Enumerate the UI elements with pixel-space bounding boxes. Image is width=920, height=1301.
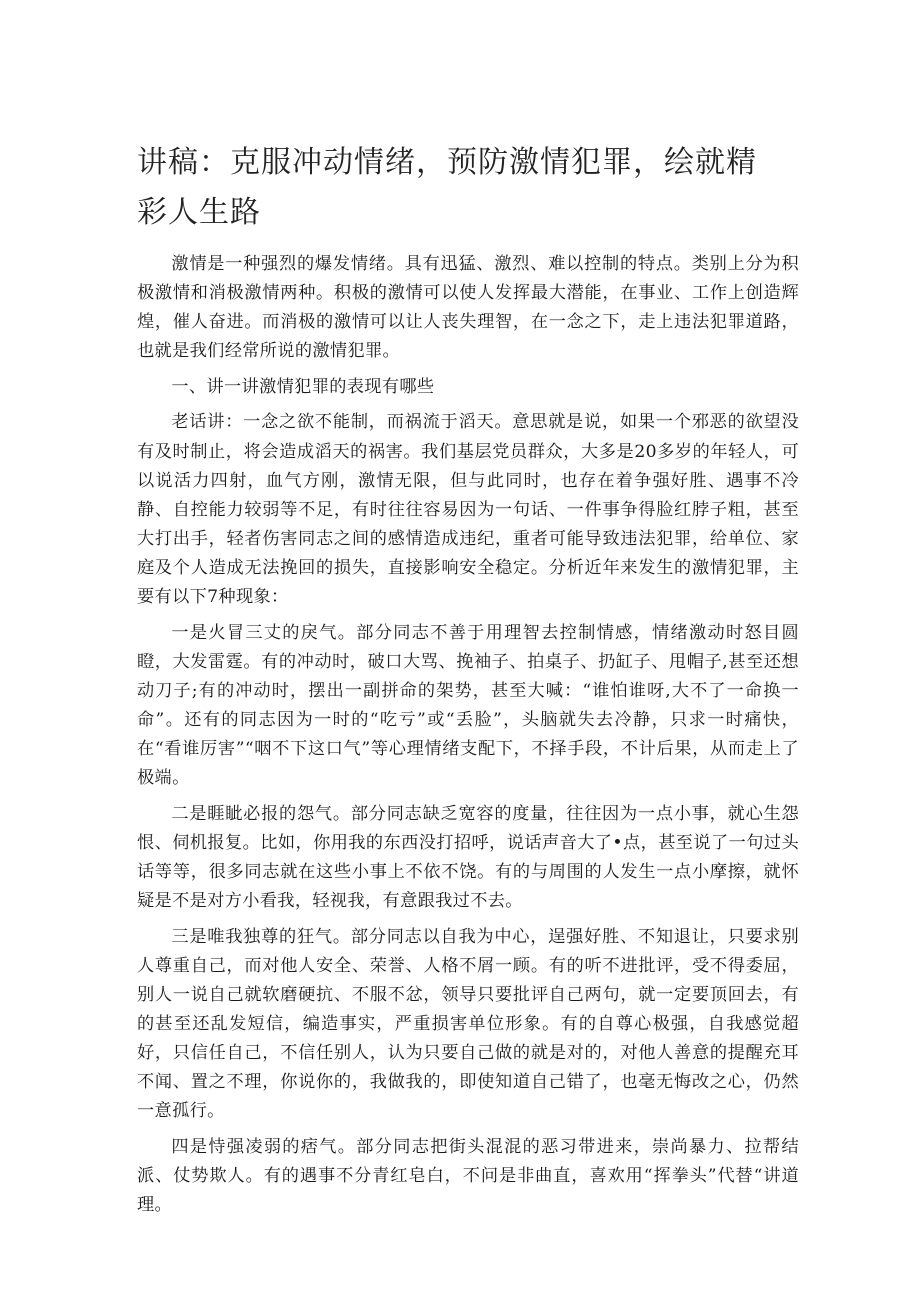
paragraph-intro: 激情是一种强烈的爆发情绪。具有迅猛、激烈、难以控制的特点。类别上分为积极激情和消极激情两种。积极的激情可以使人发挥最大潜能，在事业、工作上创造辉煌，催人奋进。而消极的激情可以让人丧失理智，在一念之下，走上违法犯罪道路，也就是我们经常所说的激情犯罪。 [137, 254, 799, 362]
paragraph-old-saying: 老话讲：一念之欲不能制，而祸流于滔天。意思就是说，如果一个邪恶的欲望没有及时制止，将会造成滔天的祸害。我们基层党员群众，大多是20多岁的年轻人，可以说活力四射，血气方刚，激情无限，但与此同时，也存在着争强好胜、遇事不冷静、自控能力较弱等不足，有时往往容易因为一句话、一件事争得脸红脖子粗，甚至大打出手，轻者伤害同志之间的感情造成违纪，重者可能导致违法犯罪，给单位、家庭及个人造成无法挽回的损失，直接影响安全稳定。分析近年来发生的激情犯罪，主要有以下7种现象： [137, 412, 799, 608]
paragraph-point-1: 一是火冒三丈的戾气。部分同志不善于用理智去控制情感，情绪激动时怒目圆瞪，大发雷霆。有的冲动时，破口大骂、挽袖子、拍桌子、扔缸子、甩帽子,甚至还想动刀子;有的冲动时，摆出一副拼命的架势，甚至大喊：“谁怕谁呀,大不了一命换一命”。还有的同志因为一时的“吃亏”或“丢脸”，头脑就失去冷静，只求一时痛快，在“看谁厉害”“咽不下这口气”等心理情绪支配下，不择手段，不计后果，从而走上了极端。 [137, 622, 799, 789]
paragraph-point-4: 四是恃强凌弱的痞气。部分同志把街头混混的恶习带进来，崇尚暴力、拉帮结派、仗势欺人。有的遇事不分青红皂白，不问是非曲直，喜欢用“挥拳头”代替“讲道理。 [137, 1136, 799, 1215]
document-body [137, 250, 799, 1227]
paragraph-point-3: 三是唯我独尊的狂气。部分同志以自我为中心，逞强好胜、不知退让，只要求别人尊重自己，而对他人安全、荣誉、人格不屑一顾。有的听不进批评，受不得委屈，别人一说自己就软磨硬抗、不服不忿，领导只要批评自己两句，就一定要顶回去，有的甚至还乱发短信，编造事实，严重损害单位形象。有的自尊心极强，自我感觉超好，只信任自己，不信任别人，认为只要自己做的就是对的，对他人善意的提醒充耳不闻、置之不理，你说你的，我做我的，即使知道自己错了，也毫无悔改之心，仍然一意孤行。 [137, 926, 799, 1122]
section-heading: 一、讲一讲激情犯罪的表现有哪些 [171, 376, 435, 397]
document-title: 讲稿：克服冲动情绪，预防激情犯罪，绘就精彩人生路 [137, 145, 757, 230]
paragraph-point-2: 二是睚眦必报的怨气。部分同志缺乏宽容的度量，往往因为一点小事，就心生怨恨、伺机报复。比如，你用我的东西没打招呼，说话声音大了•点，甚至说了一句过头话等等，很多同志就在这些小事上不依不饶。有的与周围的人发生一点小摩擦，就怀疑是不是对方小看我，轻视我，有意跟我过不去。 [137, 803, 799, 911]
